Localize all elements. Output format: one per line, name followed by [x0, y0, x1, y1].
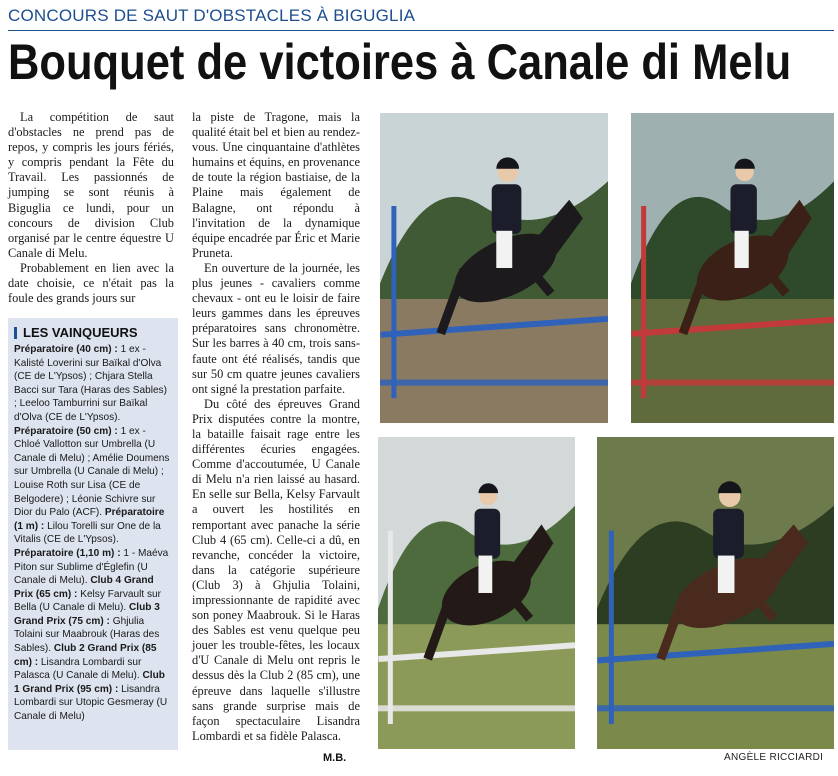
rider-breeches: [496, 231, 512, 268]
paragraph: La compétition de saut d'obstacles ne prend pas de repos, y compris les jours fériés, y compris pendant la Fête du Travail. Les passionnés de jumping se sont réunis à Biguglia ce lundi, pour un concours de division Club organisé par le centre équestre U Canale di Melu.: [8, 110, 174, 260]
winner-result: Lisandra Lombardi sur Palasca (U Canale di Melu).: [14, 656, 143, 682]
photo-rider-bay-horse: [631, 113, 834, 423]
rider-jacket: [492, 184, 522, 234]
photo-credit: ANGÈLE RICCIARDI: [724, 752, 824, 763]
jump-pole: [597, 705, 834, 711]
winner-category: Club 1 Grand Prix (95 cm) :: [14, 670, 165, 695]
photo-rider-pinto-pony: [597, 437, 834, 749]
winners-list: [14, 343, 172, 724]
winner-result: 1 - Maéva Piton sur Sublime d'Églefin (U Canale di Melu).: [14, 547, 169, 587]
paragraph: Du côté des épreuves Grand Prix disputées contre la montre, la bataille faisait rage entre les différentes écuries engagées. Comme d'accoutumée, U Canale di Melu n'a rien laissé au hasard. En selle sur Bella, Kelsy Farvault a ouvert les hostilités en remportant avec panache la série Club 4 (65 cm). Celle-ci a dû, en revanche, concéder la victoire, dans la catégorie supérieure (Club 3) à Ghjulia Tolaini, impressionnante de rapidité avec son poney Maabrouk. Si le Haras des Sables est venu quelque peu jouer les trouble-fêtes, les locaux d'U Canale di Melu ont repris le dessus dès la Club 2 (85 cm), une épreuve dans laquelle s'illustre sans grande surprise mais de façon spectaculaire Lisandra Lombardi et sa fidèle Palasca.: [192, 396, 360, 743]
kicker-rule: [8, 30, 834, 31]
rider-jacket: [713, 509, 744, 559]
jump-pole: [380, 380, 608, 386]
jump-pole: [631, 380, 834, 386]
winner-result: Lilou Torelli sur One de la Vitalis (CE de L'Ypsos).: [14, 520, 161, 546]
photo-illustration: [378, 437, 575, 749]
winner-category: Préparatoire (40 cm) :: [14, 344, 118, 355]
winner-result: 1 ex - Chloé Vallotton sur Umbrella (U Canale di Melu) ; Amélie Doumens sur Umbrella (U Canale di Melu) ; Louise Roth sur Lisa (CE de Belgodere) ; Léonie Schivre sur Dior du Palo (ACF).: [14, 425, 170, 519]
author-signature: M.B.: [323, 752, 347, 764]
winners-box: [8, 318, 178, 750]
winner-category: Club 2 Grand Prix (85 cm) :: [14, 643, 157, 668]
jump-stand: [388, 531, 393, 724]
rider-breeches: [478, 556, 492, 593]
winner-result: Lisandra Lombardi sur Utopic Gesmeray (U Canale di Melu): [14, 683, 168, 723]
arena-ground: [380, 299, 608, 423]
paragraph: Probablement en lien avec la date choisie, ce n'était pas la foule des grands jours sur: [8, 260, 174, 306]
winner-category: Club 3 Grand Prix (75 cm) :: [14, 602, 160, 627]
arena-ground: [631, 299, 834, 423]
arena-ground: [597, 624, 834, 749]
paragraph: En ouverture de la journée, les plus jeunes - cavaliers comme chevaux - ont eu le loisir de faire leurs gammes dans les épreuves préparatoires sans chronomètre. Sur les barres à 40 cm, trois sans-faute ont été réalisés, tandis que sur 50 cm quatre jeunes cavaliers ont signé la prestation parfaite.: [192, 260, 360, 396]
kicker: CONCOURS DE SAUT D'OBSTACLES À BIGUGLIA: [8, 6, 416, 25]
photo-rider-dark-pony: [378, 437, 575, 749]
paragraph: la piste de Tragone, mais la qualité était bel et bien au rendez-vous. Une cinquantaine d'athlètes humains et équins, en provenance de toute la région bastiaise, de la Plaine mais également de Balagne, ont répondu à l'invitation de la dynamique équipe encadrée par Éric et Marie Pruneta.: [192, 110, 360, 260]
arena-ground: [378, 624, 575, 749]
winner-category: Préparatoire (1 m) :: [14, 507, 165, 532]
winners-title-text: LES VAINQUEURS: [23, 325, 138, 340]
title-marker: [14, 327, 17, 339]
winner-result: Kelsy Farvault sur Bella (U Canale di Melu).: [14, 588, 161, 614]
article-column-1: [8, 110, 174, 306]
winner-category: Club 4 Grand Prix (65 cm) :: [14, 575, 154, 600]
rider-jacket: [730, 184, 756, 234]
jump-pole: [378, 705, 575, 711]
winner-result: 1 ex - Kalisté Loverini sur Baïkal d'Olva (CE de L'Ypsos) ; Chjara Stella Bacci sur Tara (Haras des Sables) ; Leeloo Tamburrini sur Baïkal d'Olva (CE de L'Ypsos).: [14, 344, 167, 423]
winner-category: Préparatoire (1,10 m) :: [14, 547, 121, 559]
winner-category: Préparatoire (50 cm) :: [14, 425, 118, 437]
jump-stand: [391, 206, 396, 398]
photo-illustration: [380, 113, 608, 423]
winner-result: Ghjulia Tolaini sur Maabrouk (Haras des Sables).: [14, 615, 160, 655]
photo-rider-black-horse: [380, 113, 608, 423]
rider-breeches: [735, 231, 749, 268]
jump-stand: [641, 206, 646, 398]
jump-stand: [609, 531, 614, 724]
photo-illustration: [597, 437, 834, 749]
winners-title: [14, 324, 172, 342]
photo-illustration: [631, 113, 834, 423]
article-column-2: [192, 110, 360, 744]
rider-breeches: [718, 556, 735, 593]
headline: Bouquet de victoires à Canale di Melu: [8, 34, 792, 90]
rider-jacket: [475, 509, 501, 559]
